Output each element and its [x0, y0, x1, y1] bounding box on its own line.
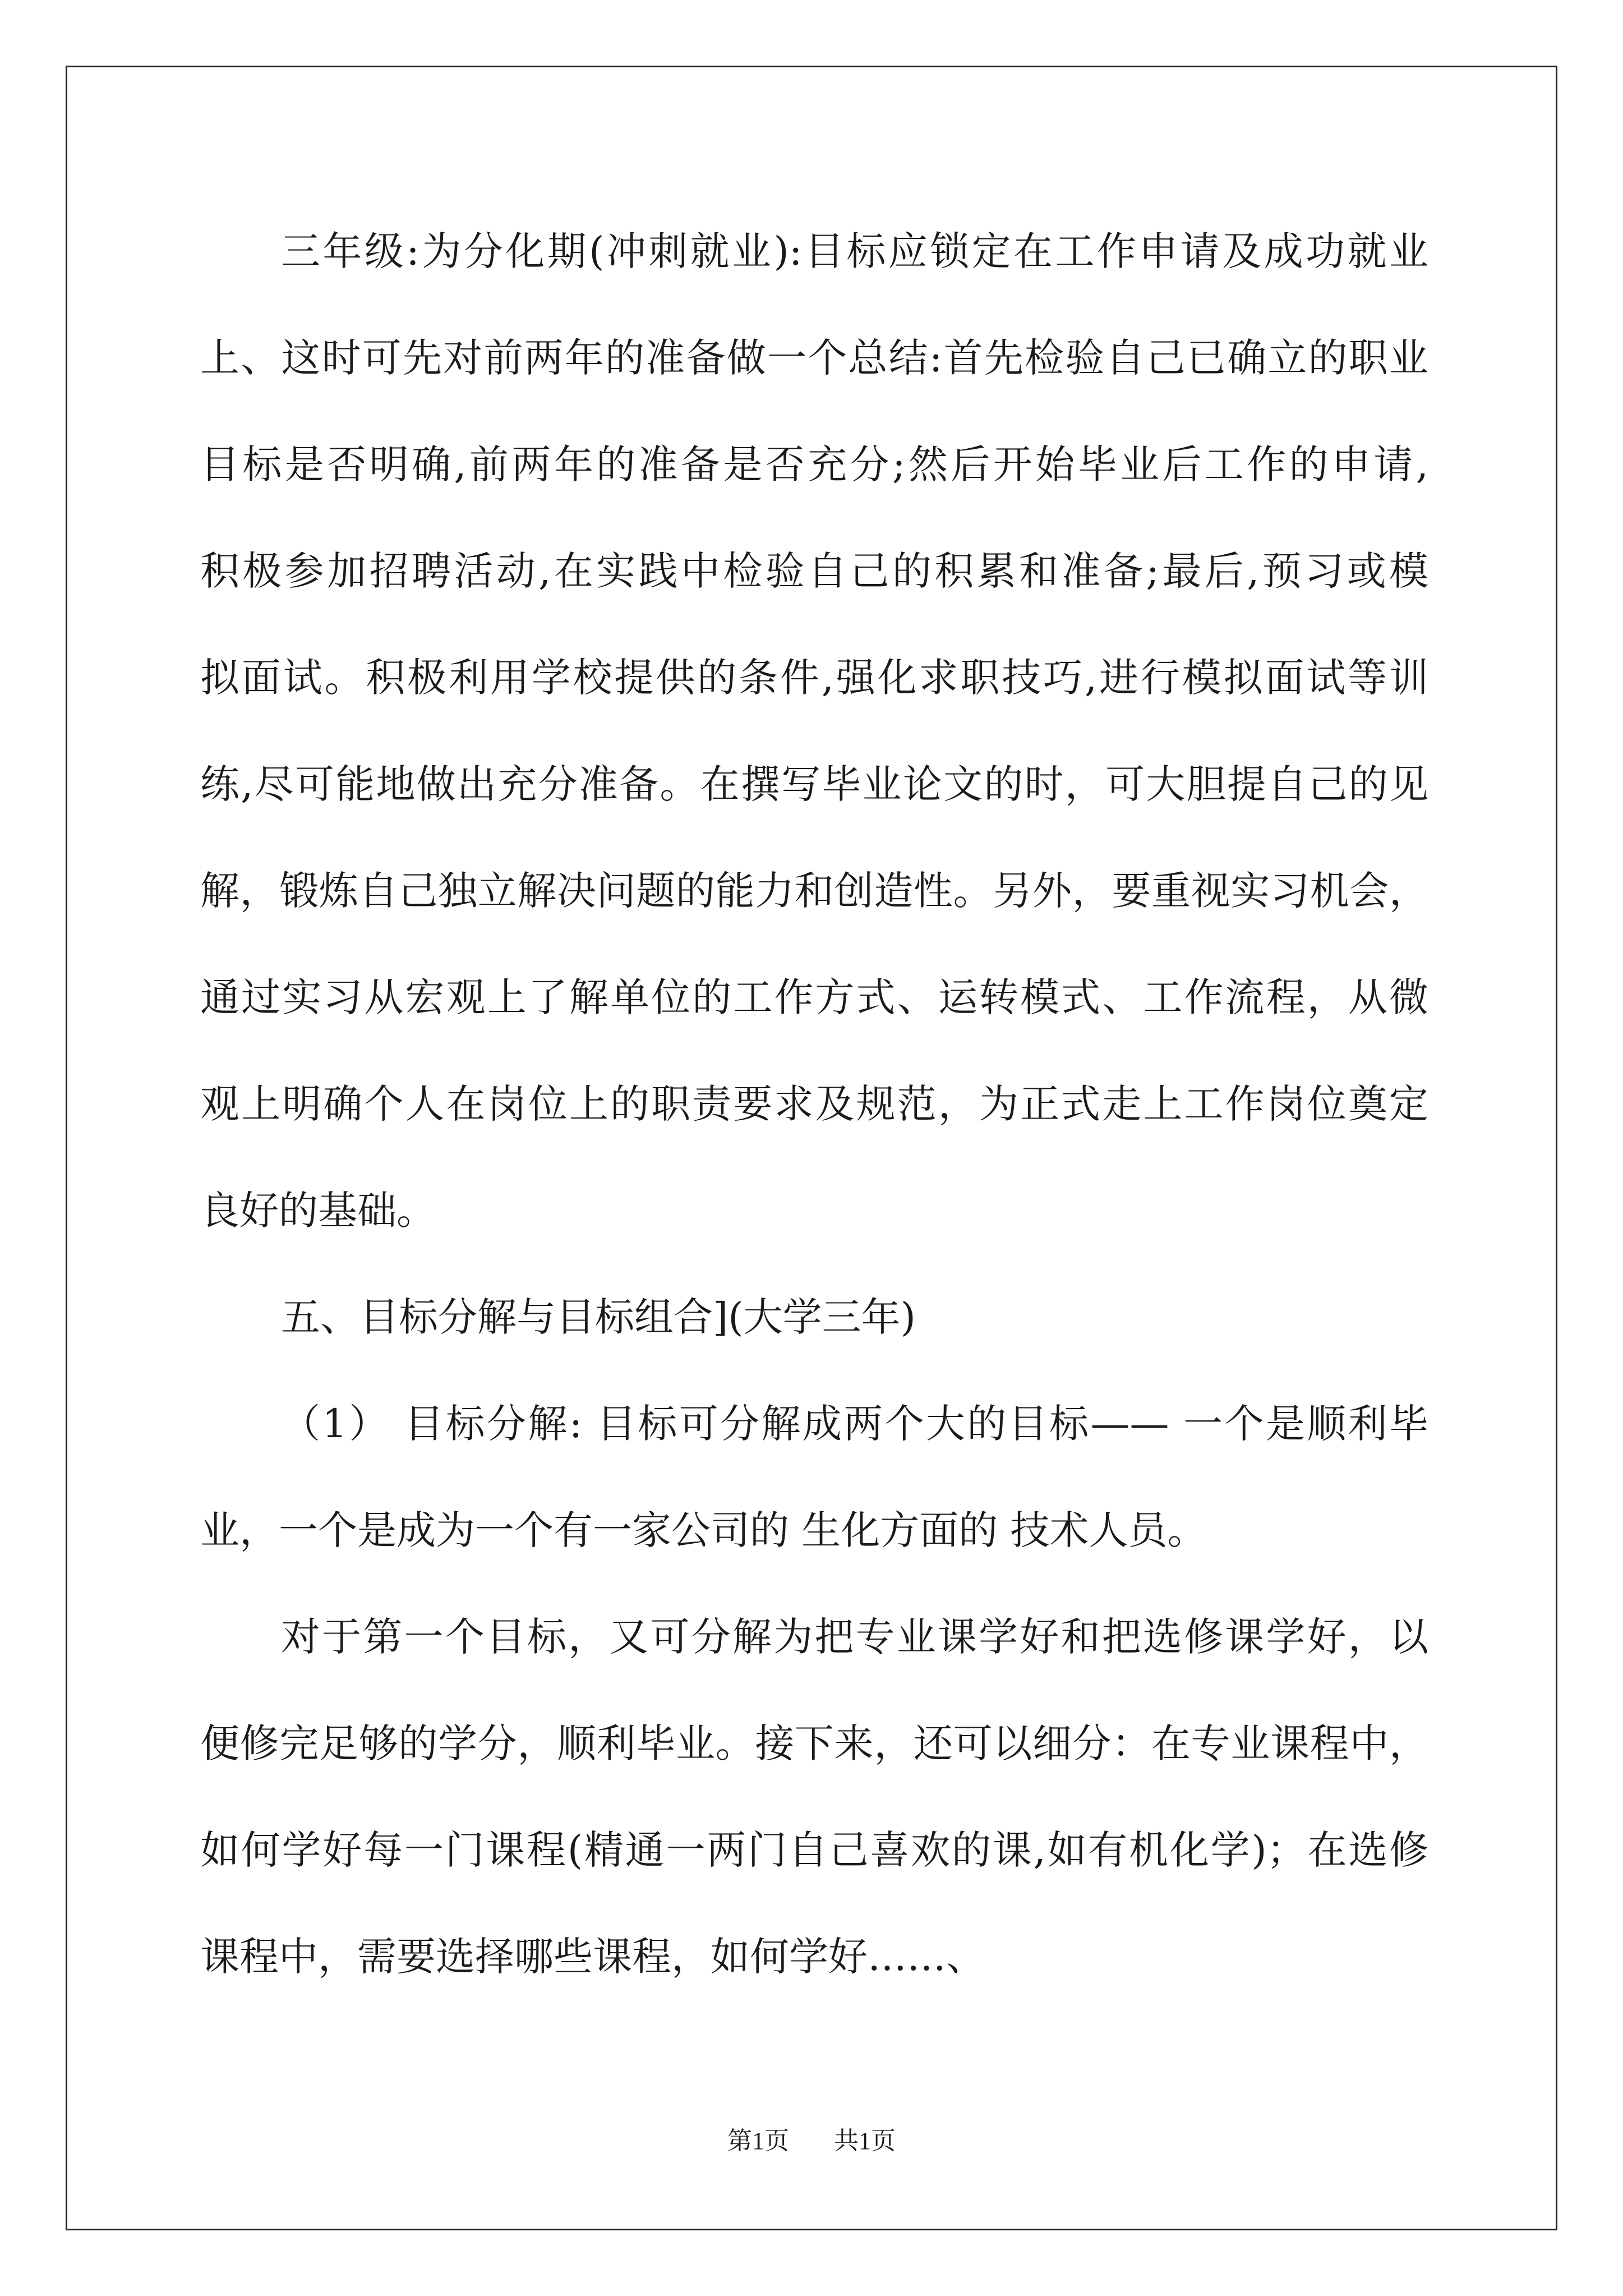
paragraph-first-goal — [200, 1584, 1428, 2010]
body-text-line: 三年级:为分化期(冲刺就业):目标应锁定在工作申请及成功就业 — [281, 228, 1428, 274]
body-text-line: 课程中，需要选择哪些课程，如何学好……、 — [200, 1934, 985, 1980]
section-heading-text: 五、目标分解与目标组合](大学三年) — [281, 1294, 916, 1340]
paragraph-goal-decomposition — [200, 1370, 1428, 1584]
body-text-line: 对于第一个目标，又可分解为把专业课学好和把选修课学好，以 — [281, 1614, 1428, 1660]
page-number-current: 第1页 — [727, 2127, 789, 2155]
paragraph-career-year-three — [200, 198, 1428, 1264]
body-text-line: 练,尽可能地做出充分准备。在撰写毕业论文的时，可大胆提自己的见 — [200, 761, 1428, 807]
body-text-line: 解，锻炼自己独立解决问题的能力和创造性。另外，要重视实习机会， — [200, 868, 1428, 914]
body-text-line: 目标是否明确,前两年的准备是否充分;然后开始毕业后工作的申请, — [200, 441, 1428, 487]
body-text-line: 便修完足够的学分，顺利毕业。接下来，还可以细分：在专业课程中， — [200, 1720, 1428, 1766]
body-text-line: 业，一个是成为一个有一家公司的 生化方面的 技术人员。 — [200, 1507, 1207, 1553]
body-text-line: 上、这时可先对前两年的准备做一个总结:首先检验自己已确立的职业 — [200, 335, 1428, 381]
body-text-line: 观上明确个人在岗位上的职责要求及规范，为正式走上工作岗位奠定 — [200, 1081, 1428, 1127]
page-number-total: 共1页 — [834, 2127, 896, 2155]
body-text-line: 如何学好每一门课程(精通一两门自己喜欢的课,如有机化学)；在选修 — [200, 1827, 1428, 1873]
body-text-line: 良好的基础。 — [200, 1188, 436, 1234]
body-text-line: 积极参加招聘活动,在实践中检验自己的积累和准备;最后,预习或模 — [200, 548, 1428, 594]
body-text-line: （1） 目标分解: 目标可分解成两个大的目标—— 一个是顺利毕 — [281, 1401, 1428, 1447]
document-body — [200, 198, 1428, 2010]
section-heading — [200, 1264, 1428, 1370]
page-footer — [0, 2124, 1623, 2158]
body-text-line: 通过实习从宏观上了解单位的工作方式、运转模式、工作流程，从微 — [200, 974, 1428, 1020]
body-text-line: 拟面试。积极利用学校提供的条件,强化求职技巧,进行模拟面试等训 — [200, 655, 1428, 701]
